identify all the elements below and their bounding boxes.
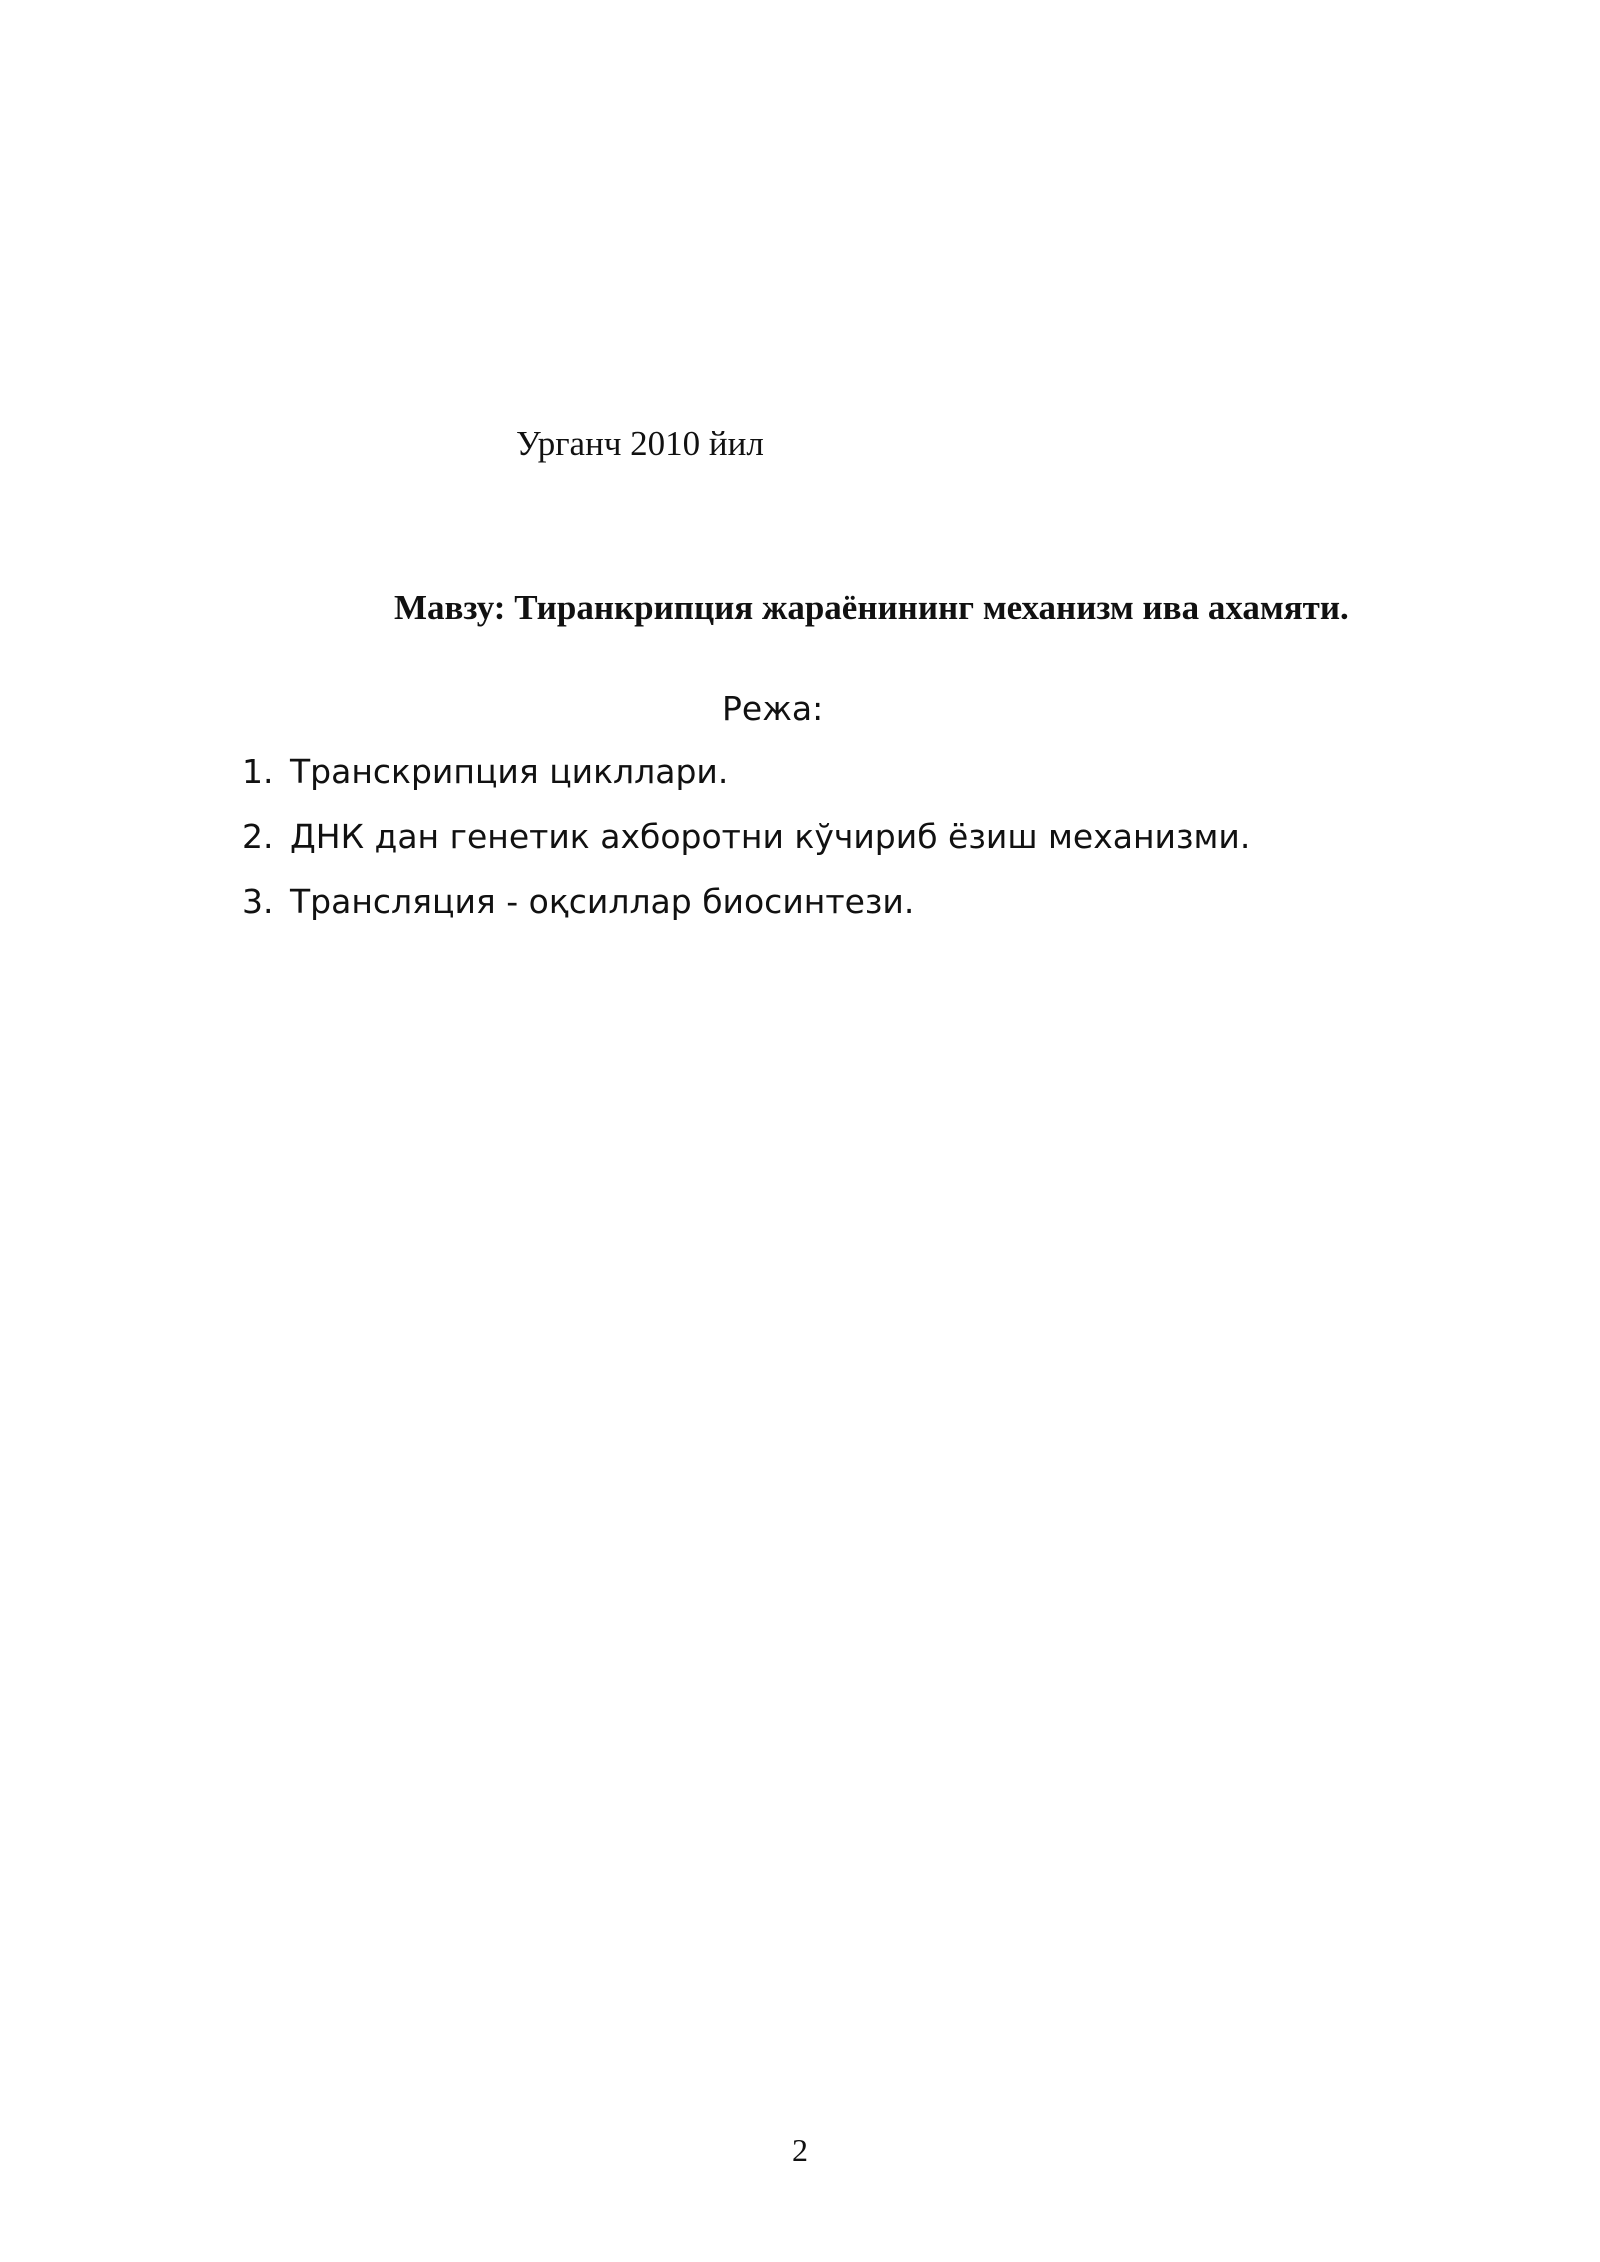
plan-item-text: ДНК дан генетик ахборотни кўчириб ёзиш механизми. bbox=[290, 817, 1251, 856]
plan-item-number: 1. bbox=[242, 752, 274, 791]
city-year-line: Урганч 2010 йил bbox=[516, 424, 764, 463]
plan-item-2 bbox=[242, 813, 1250, 861]
plan-item-number: 2. bbox=[242, 817, 274, 856]
plan-item-number: 3. bbox=[242, 882, 274, 921]
plan-title: Режа: bbox=[722, 689, 824, 728]
topic-heading: Мавзу: Тиранкрипция жараёнининг механизм ива ахамяти. bbox=[394, 588, 1349, 627]
page-number: 2 bbox=[792, 2132, 808, 2168]
plan-list bbox=[242, 748, 1250, 943]
plan-item-text: Трансляция - оқсиллар биосинтези. bbox=[290, 882, 915, 921]
plan-item-3 bbox=[242, 878, 1250, 926]
plan-item-text: Транскрипция цикллари. bbox=[290, 752, 729, 791]
plan-item-1 bbox=[242, 748, 1250, 796]
